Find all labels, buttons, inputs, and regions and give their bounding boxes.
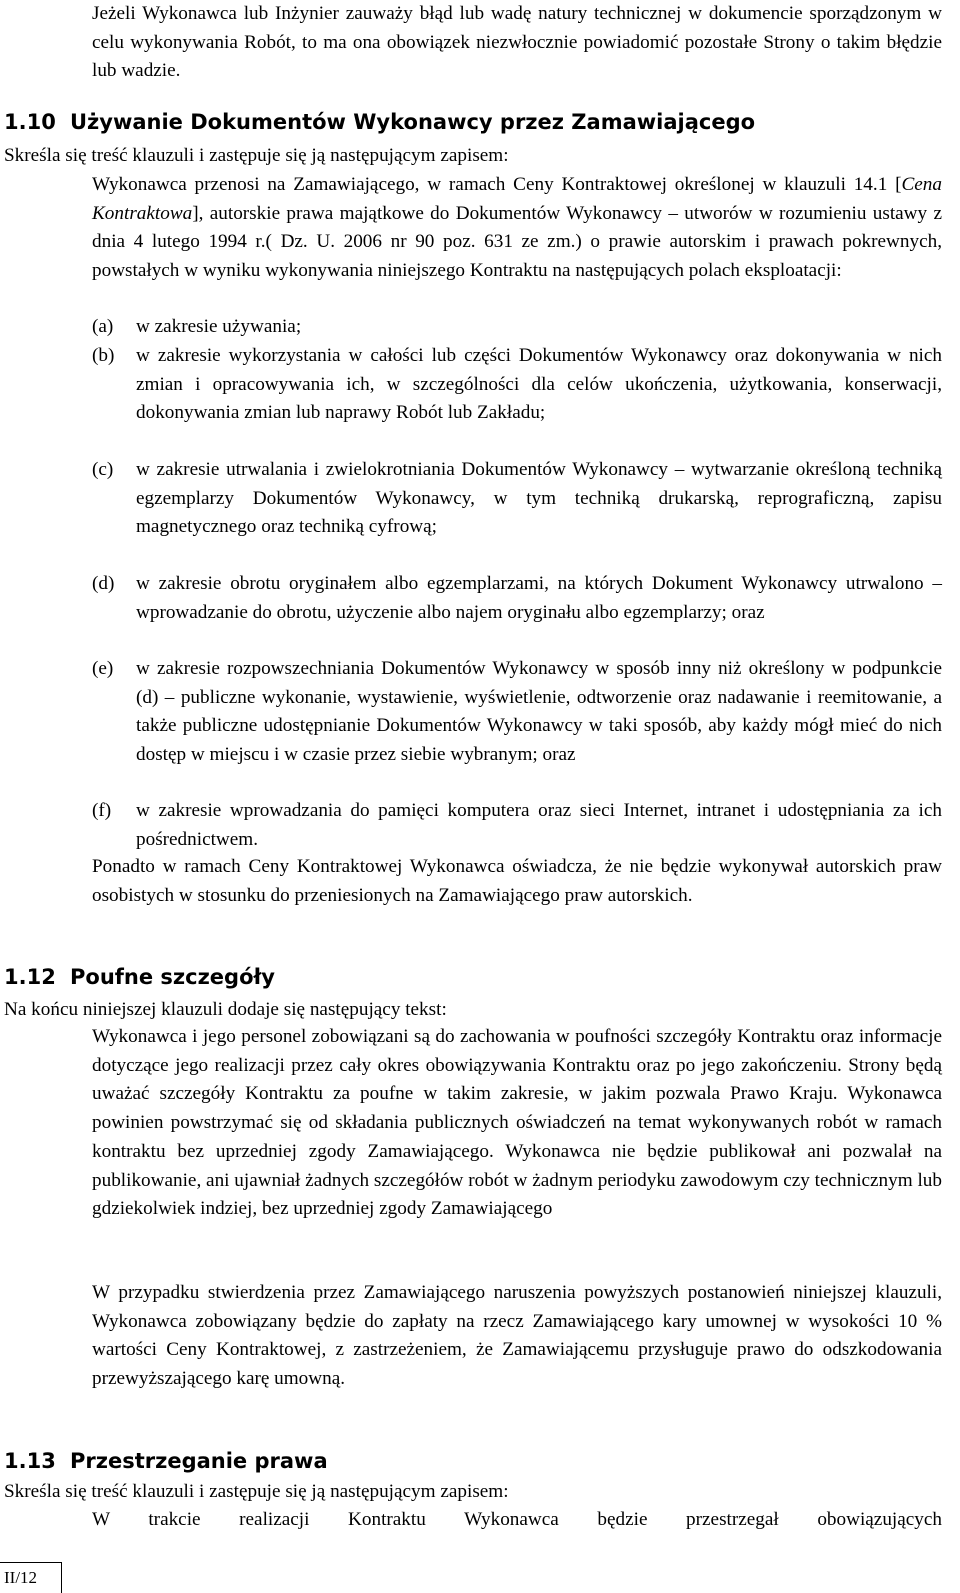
section-1-13-heading <box>4 1447 328 1475</box>
section-1-12-paragraph: Wykonawca i jego personel zobowiązani są do zachowania w poufności szczegóły Kontraktu oraz informacje dotyczące jego realizacji przez cały okres obowiązywania Kontraktu oraz po jego zakończeniu. Strony będą uważać szczegóły Kontraktu za poufne w takim zakresie, w jakim pozwala Prawo Kraju. Wykonawca powinien powstrzymać się od składania publicznych oświadczeń na temat wykonywanych robót w ramach kontraktu bez uprzedniej zgody Zamawiającego. Wykonawca nie będzie publikował ani pozwalał na publikowanie, ani ujawniał żadnych szczegółów robót w żadnym periodyku zawodowym czy technicznym lub gdziekolwiek indziej, bez uprzedniej zgody Zamawiającego <box>92 1026 942 1220</box>
section-number: 1.10 <box>4 110 56 134</box>
section-title: Przestrzeganie prawa <box>70 1449 328 1473</box>
section-number: 1.12 <box>4 965 56 989</box>
list-item-text: w zakresie wykorzystania w całości lub części Dokumentów Wykonawcy oraz dokonywania w nich zmian i opracowywania ich, w szczególności dla celów ukończenia, użytkowania, konserwacji, dokonywania zmian lub naprawy Robót lub Zakładu; <box>136 345 942 424</box>
section-1-10-closing: Ponadto w ramach Ceny Kontraktowej Wykonawca oświadcza, że nie będzie wykonywał autorskich praw osobistych w stosunku do przeniesionych na Zamawiającego praw autorskich. <box>92 856 942 906</box>
list-item-text: w zakresie obrotu oryginałem albo egzemplarzami, na których Dokument Wykonawcy utrwalono – wprowadzanie do obrotu, użyczenie albo najem oryginału albo egzemplarzy; oraz <box>136 573 942 623</box>
section-1-13-paragraph: W trakcie realizacji Kontraktu Wykonawca będzie przestrzegał obowiązujących <box>92 1509 942 1530</box>
list-item <box>92 456 942 542</box>
section-1-10-paragraph <box>92 171 942 286</box>
section-title: Używanie Dokumentów Wykonawcy przez Zamawiającego <box>70 110 756 134</box>
section-1-10-heading <box>4 108 755 136</box>
list-item-text: w zakresie używania; <box>136 316 302 337</box>
list-item-text: w zakresie rozpowszechniania Dokumentów Wykonawcy w sposób inny niż określony w podpunkcie (d) – publiczne wykonanie, wystawienie, wyświetlenie, odtworzenie oraz nadawanie i reemitowanie, a także publiczne udostępnianie Dokumentów Wykonawcy w taki sposób, aby każdy mógł mieć do nich dostęp w miejscu i w czasie przez siebie wybranym; oraz <box>136 658 942 766</box>
list-item-label: (a) <box>92 316 114 337</box>
list-item-text: w zakresie wprowadzania do pamięci komputera oraz sieci Internet, intranet i udostępniania za ich pośrednictwem. <box>136 800 942 850</box>
section-title: Poufne szczegóły <box>70 965 275 989</box>
list-item <box>92 797 942 854</box>
section-1-12-paragraph: W przypadku stwierdzenia przez Zamawiającego naruszenia powyższych postanowień niniejszej klauzuli, Wykonawca zobowiązany będzie do zapłaty na rzecz Zamawiającego kary umownej w wysokości 10 % wartości Ceny Kontraktowej, z zastrzeżeniem, że Zamawiającemu przysługuje prawo do odszkodowania przewyższającego karę umowną. <box>92 1282 942 1390</box>
list-item-text: w zakresie utrwalania i zwielokrotniania Dokumentów Wykonawcy – wytwarzanie określoną techniką egzemplarzy Dokumentów Wykonawcy, w tym techniką drukarską, reprograficzną, zapisu magnetycznego oraz techniką cyfrową; <box>136 459 942 538</box>
list-item-label: (f) <box>92 800 112 821</box>
top-paragraph: Jeżeli Wykonawca lub Inżynier zauważy błąd lub wadę natury technicznej w dokumencie sporządzonym w celu wykonywania Robót, to ma ona obowiązek niezwłocznie powiadomić pozostałe Strony o takim błędzie lub wadzie. <box>92 3 942 82</box>
list-item-label: (d) <box>92 573 115 594</box>
paragraph-text: Wykonawca przenosi na Zamawiającego, w ramach Ceny Kontraktowej określonej w klauzuli 14.1 [ <box>92 174 902 195</box>
list-item <box>92 313 942 342</box>
section-1-13-intro: Skreśla się treść klauzuli i zastępuje się ją następującym zapisem: <box>4 1481 509 1502</box>
list-item-label: (b) <box>92 345 115 366</box>
paragraph-text: ], autorskie prawa majątkowe do Dokumentów Wykonawcy – utworów w rozumieniu ustawy z dnia 4 lutego 1994 r.( Dz. U. 2006 nr 90 poz. 631 ze zm.) o prawie autorskim i prawach pokrewnych, powstałych w wyniku wykonywania niniejszego Kontraktu na następujących polach eksploatacji: <box>92 202 942 282</box>
section-1-12-intro: Na końcu niniejszej klauzuli dodaje się następujący tekst: <box>4 999 447 1020</box>
list-item <box>92 655 942 770</box>
list-item-label: (e) <box>92 658 114 679</box>
section-1-10-intro: Skreśla się treść klauzuli i zastępuje się ją następującym zapisem: <box>4 145 509 166</box>
list-item-label: (c) <box>92 459 114 480</box>
list-item <box>92 342 942 428</box>
list-item <box>92 570 942 627</box>
section-1-12-heading <box>4 963 275 991</box>
clause-reference: Cena Kontraktowa <box>92 174 942 224</box>
section-number: 1.13 <box>4 1449 56 1473</box>
page-number: II/12 <box>0 1562 62 1593</box>
